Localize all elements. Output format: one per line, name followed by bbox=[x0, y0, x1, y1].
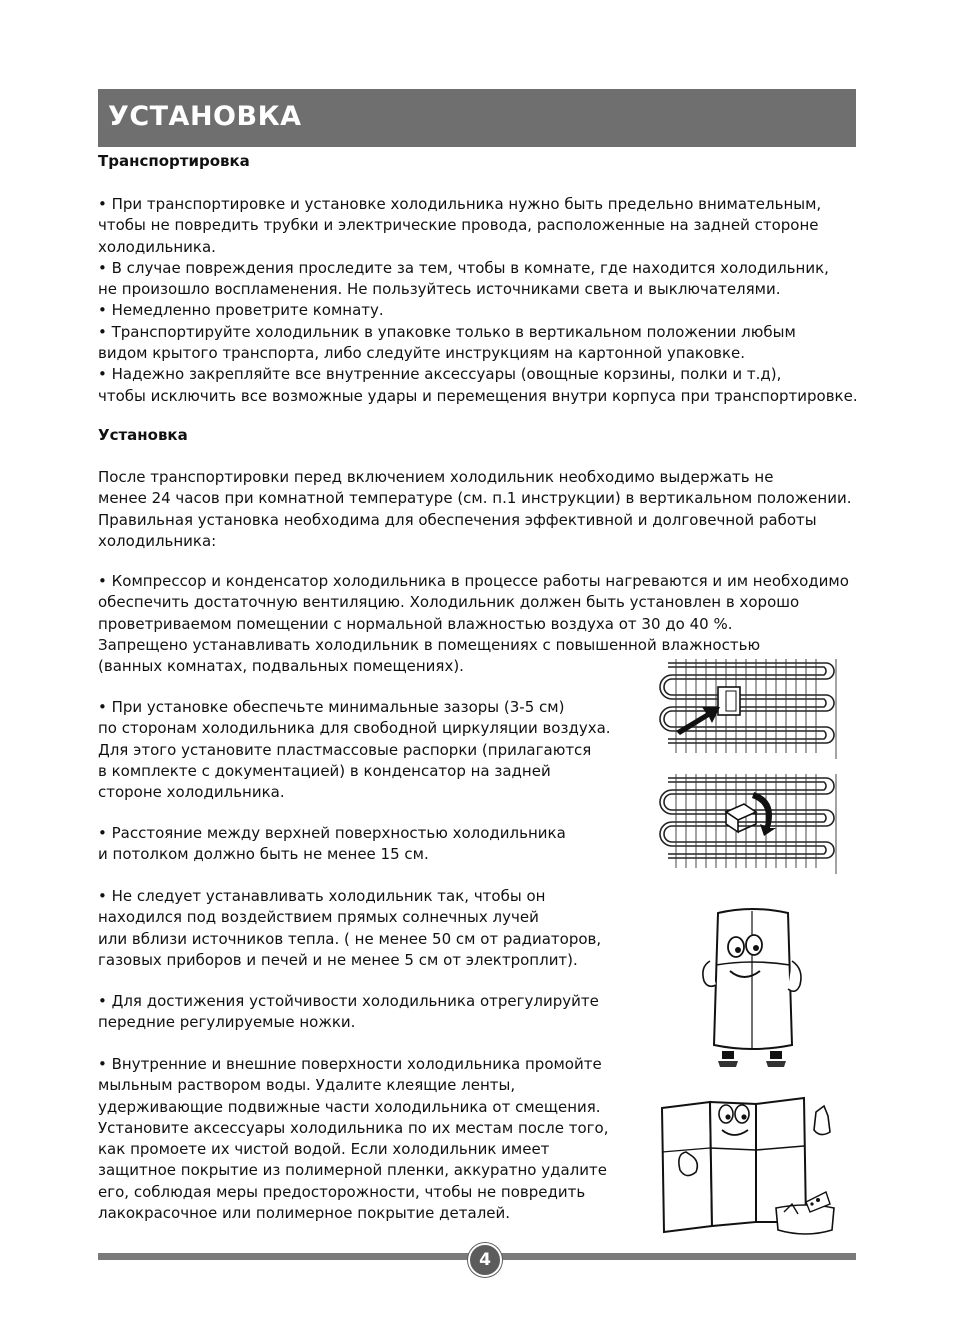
page-title: УСТАНОВКА bbox=[108, 101, 302, 132]
bullet-ceiling: • Расстояние между верхней поверхностью холодильника и потолком должно быть не менее 15 см. bbox=[98, 824, 566, 864]
install-intro: После транспортировки перед включением холодильник необходимо выдержать не менее 24 часов при комнатной температуре (см. п.1 инструкции) в вертикальном положении. Правильная установка необходима для обеспечения эффективной и долговечной работы холодильника: bbox=[98, 468, 852, 550]
bullet-cleaning: • Внутренние и внешние поверхности холодильника промойте мыльным раствором воды. Удалите клеящие ленты, удерживающие подвижные части холодильника от смещения. Установите аксессуары холодильника по их местам после того, как промоете их чистой водой. Если холодильник имеет защитное покрытие из полимерной пленки, аккуратно удалите его, соблюдая меры предосторожности, чтобы не повредить лакокрасочное или полимерное покрытие деталей. bbox=[98, 1055, 609, 1223]
bullet-gaps: • При установке обеспечьте минимальные зазоры (3-5 см) по сторонам холодильника для свободной циркуляции воздуха. Для этого установите пластмассовые распорки (прилагаются в комплекте с документацией) в конденсатор на задней стороне холодильника. bbox=[98, 698, 611, 802]
open-fridge-cleaning-illustration bbox=[656, 1092, 846, 1242]
install-heading: Установка bbox=[98, 426, 188, 444]
condenser-spacer-illustration bbox=[654, 655, 846, 765]
condenser-spacer-rotate-illustration bbox=[654, 770, 846, 880]
bullet-ventilation: • Компрессор и конденсатор холодильника в процессе работы нагреваются и им необходимо обеспечить достаточную вентиляцию. Холодильник должен быть установлен в хорошо проветриваемом помещении с нормальной влажностью воздуха от 30 до 40 %. Запрещено устанавливать холодильник в помещениях с повышенной влажностью (ванных комнатах, подвальных помещениях). bbox=[98, 572, 849, 676]
page-number: 4 bbox=[468, 1243, 502, 1277]
smiling-fridge-illustration bbox=[696, 905, 808, 1075]
section-title-bar bbox=[98, 89, 856, 147]
transport-text: • При транспортировке и установке холодильника нужно быть предельно внимательным, чтобы не повредить трубки и электрические провода, расположенные на задней стороне холодильника. • В случае повреждения проследите за тем, чтобы в комнате, где находится холодильник, не произошло воспламенения. Не пользуйтесь источниками света и выключателями. • Немедленно проветрите комнату. • Транспортируйте холодильник в упаковке только в вертикальном положении любым видом крытого транспорта, либо следуйте инструкциям на картонной упаковке. • Надежно закрепляйте все внутренние аксессуары (овощные корзины, полки и т.д), чтобы исключить все возможные удары и перемещения внутри корпуса при транспортировке. bbox=[98, 195, 858, 405]
bullet-feet: • Для достижения устойчивости холодильника отрегулируйте передние регулируемые ножки. bbox=[98, 992, 599, 1032]
transport-heading: Транспортировка bbox=[98, 152, 250, 170]
bullet-sun: • Не следует устанавливать холодильник так, чтобы он находился под воздействием прямых солнечных лучей или вблизи источников тепла. ( не менее 50 см от радиаторов, газовых приборов и печей и не менее 5 см от электроплит). bbox=[98, 887, 602, 969]
